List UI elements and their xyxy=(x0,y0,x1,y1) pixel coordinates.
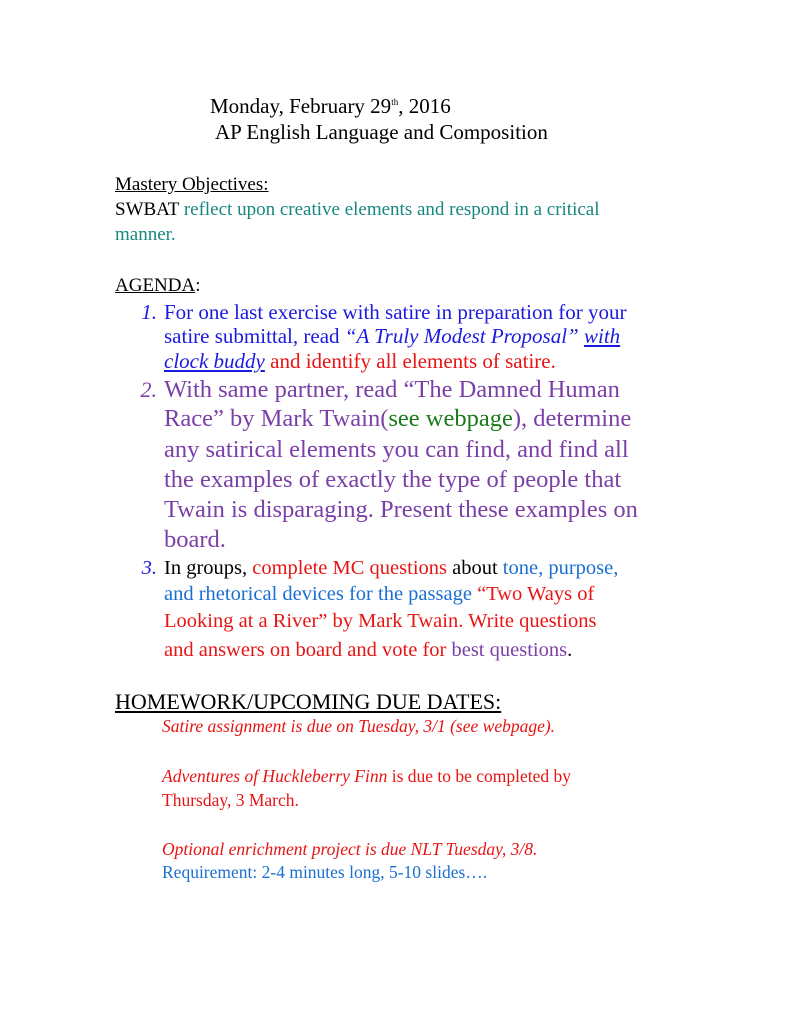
agenda-item-3-text1c: about xyxy=(447,557,503,579)
agenda-item-2-line4: the examples of exactly the type of people that xyxy=(164,466,622,493)
agenda-item-3-line2 xyxy=(164,583,594,606)
agenda-item-1-with: with xyxy=(583,324,621,348)
agenda-item-3-passage: “Two Ways of xyxy=(477,583,595,605)
agenda-item-1-text2: satire submittal, read xyxy=(164,324,345,348)
agenda-item-1-line3 xyxy=(164,349,556,374)
agenda-item-3-tone: tone, purpose, xyxy=(502,557,619,579)
course-title: AP English Language and Composition xyxy=(215,120,548,144)
date-heading xyxy=(210,94,451,119)
agenda-item-2-text2c: ), determine xyxy=(512,405,632,432)
homework-heading: HOMEWORK/UPCOMING DUE DATES: xyxy=(115,689,502,714)
homework-item-2-text: is due to be completed by xyxy=(387,766,572,786)
agenda-item-1-line1 xyxy=(135,300,626,325)
agenda-heading-text: AGENDA xyxy=(115,275,196,296)
agenda-item-3-line1 xyxy=(135,557,618,580)
agenda-item-3-mc: complete MC questions xyxy=(252,557,447,579)
homework-item-3: Optional enrichment project is due NLT Tuesday, 3/8. xyxy=(162,839,538,859)
agenda-item-3-line3: Looking at a River” by Mark Twain. Write questions xyxy=(164,610,597,632)
agenda-item-1-number: 1. xyxy=(141,300,157,324)
agenda-item-2-line3: any satirical elements you can find, and find all xyxy=(164,436,629,463)
date-text: Monday, February 29 xyxy=(210,94,392,118)
swbat-label: SWBAT xyxy=(115,199,180,220)
homework-item-2-title: Adventures of Huckleberry Finn xyxy=(162,766,388,786)
agenda-item-3-text2a: and rhetorical devices for the passage xyxy=(164,583,478,605)
mastery-objective-text: reflect upon creative elements and respond in a critical xyxy=(179,199,600,220)
agenda-item-2-text1: With same partner, read “The Damned Human xyxy=(164,376,620,403)
agenda-item-1-title: “A Truly Modest Proposal” xyxy=(344,324,579,348)
agenda-item-2-line5: Twain is disparaging. Present these examples on xyxy=(164,496,638,523)
homework-item-1: Satire assignment is due on Tuesday, 3/1 (see webpage). xyxy=(162,716,556,736)
agenda-item-1-text1: For one last exercise with satire in preparation for your xyxy=(164,300,627,324)
agenda-item-2-see-webpage: see webpage xyxy=(388,405,513,432)
mastery-heading: Mastery Objectives: xyxy=(115,174,269,195)
mastery-objective-line2: manner. xyxy=(115,224,176,245)
homework-item-2-line1 xyxy=(162,766,571,787)
homework-item-4: Requirement: 2-4 minutes long, 5-10 slides…. xyxy=(162,862,488,882)
agenda-item-2-number: 2. xyxy=(140,377,157,402)
agenda-item-2-line6: board. xyxy=(164,526,226,553)
homework-item-2-line2: Thursday, 3 March. xyxy=(162,790,299,810)
agenda-item-3-best: best questions xyxy=(451,639,568,661)
agenda-item-3-line4 xyxy=(164,639,572,662)
agenda-item-1-line2 xyxy=(164,324,620,349)
agenda-item-3-period: . xyxy=(567,639,573,661)
agenda-item-2-line1 xyxy=(135,376,620,404)
agenda-item-1-text3: and identify all elements of satire. xyxy=(264,349,556,373)
agenda-heading xyxy=(115,275,201,297)
agenda-item-3-number: 3. xyxy=(141,557,157,579)
mastery-objective-line1 xyxy=(115,199,600,221)
agenda-item-2-text2a: Race” by Mark Twain( xyxy=(164,405,389,432)
agenda-item-2-line2 xyxy=(164,405,631,433)
agenda-heading-colon: : xyxy=(195,275,201,296)
agenda-item-3-text4a: and answers on board and vote for xyxy=(164,639,452,661)
agenda-item-1-clock-buddy: clock buddy xyxy=(164,349,265,373)
agenda-item-3-text1a: In groups, xyxy=(164,557,253,579)
date-year: , 2016 xyxy=(398,94,451,118)
date-superscript: th xyxy=(391,97,399,107)
